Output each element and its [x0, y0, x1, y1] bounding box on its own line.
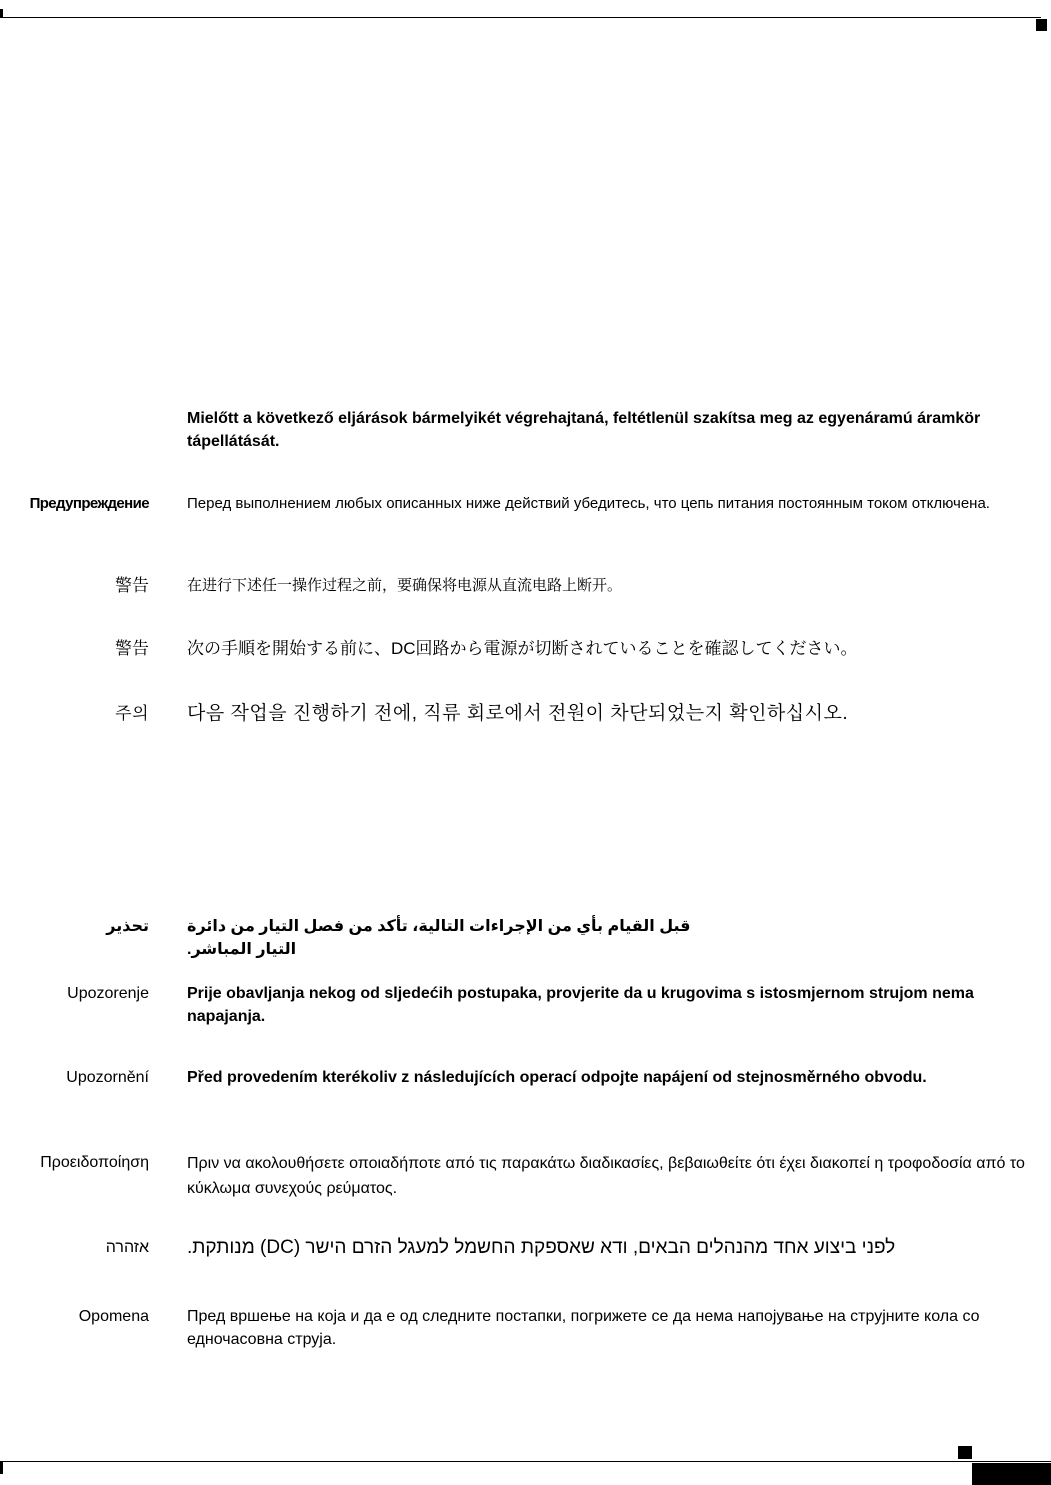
page-number-tab [972, 1463, 1051, 1485]
bottom-marker [958, 1446, 972, 1459]
warning-label-croatian: Upozorenje [67, 985, 149, 1002]
top-rule [0, 17, 1041, 18]
warning-text-korean: 다음 작업을 진행하기 전에, 직류 회로에서 전원이 차단되었는지 확인하십시오. [187, 703, 849, 724]
warning-label-russian: Предупреждение [29, 495, 149, 512]
warning-label-czech: Upozornění [66, 1069, 149, 1086]
warning-label-chinese: 警告 [115, 576, 149, 595]
top-right-marker [1036, 19, 1047, 31]
warning-text-croatian: Prije obavljanja nekog od sljedećih postupaka, provjerite da u krugovima s istosmjernom strujom nema napajanja. [187, 985, 974, 1025]
warning-label-hebrew: אזהרה [105, 1239, 149, 1256]
warning-text-hungarian: Mielőtt a következő eljárások bármelyikét végrehajtaná, feltétlenül szakítsa meg az egyenáramú áramkör tápellátását. [187, 410, 981, 450]
warning-text-chinese: 在进行下述任一操作过程之前，要确保将电源从直流电路上断开。 [187, 577, 623, 594]
warning-text-hebrew: לפני ביצוע אחד מהנהלים הבאים, ודא שאספקת החשמל למעגל הזרם הישר (DC) מנותקת. [187, 1237, 896, 1258]
warning-label-arabic: تحذير [106, 918, 149, 935]
warning-label-greek: Προειδοποίηση [40, 1154, 149, 1171]
warning-label-macedonian: Opomena [78, 1308, 149, 1325]
warning-text-greek: Πριν να ακολουθήσετε οποιαδήποτε από τις παρακάτω διαδικασίες, βεβαιωθείτε ότι έχει διακοπεί η τροφοδοσία από το κύκλωμα συνεχούς ρεύματος. [187, 1155, 1025, 1197]
warning-label-japanese: 警告 [115, 639, 149, 658]
warning-label-korean: 주의 [115, 704, 149, 723]
bottom-left-tick [0, 1462, 3, 1474]
bottom-rule [0, 1461, 1051, 1462]
warning-text-russian: Перед выполнением любых описанных ниже действий убедитесь, что цепь питания постоянным током отключена. [187, 495, 990, 512]
warning-text-macedonian: Пред вршење на која и да е од следните постапки, погрижете се да нема напојување на струјните кола со едночасовна струја. [187, 1308, 980, 1348]
warning-text-czech: Před provedením kterékoliv z následujících operací odpojte napájení od stejnosměrného obvodu. [187, 1069, 927, 1086]
warning-text-arabic: قبل القيام بأي من الإجراءات التالية، تأكد من فصل التيار من دائرة التيار المباشر. [187, 918, 691, 958]
warning-text-japanese: 次の手順を開始する前に、DC回路から電源が切断されていることを確認してください。 [187, 639, 858, 658]
